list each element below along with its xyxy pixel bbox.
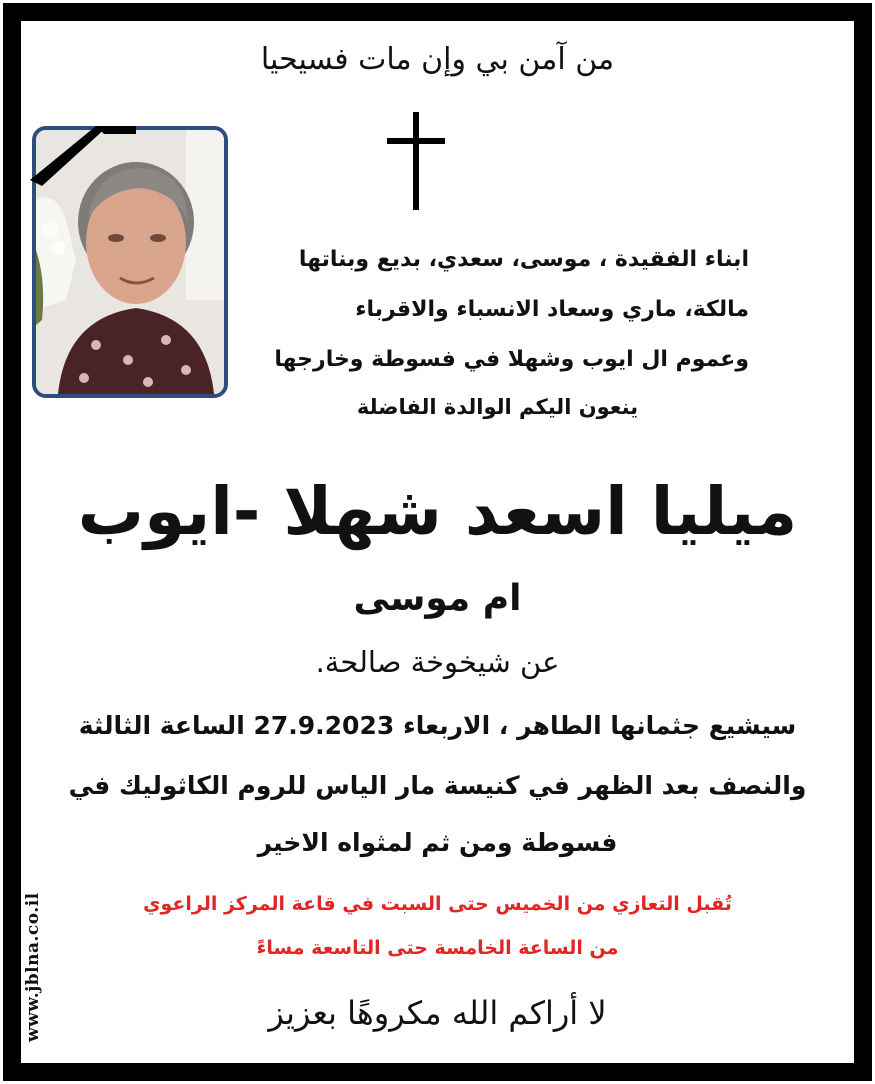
deceased-kunya: ام موسى	[353, 578, 522, 619]
condolences-line-1: تُقبل التعازي من الخميس حتى السبت في قاعة المركز الراعوي	[143, 893, 732, 915]
mourning-ribbon-icon	[28, 122, 138, 192]
announcement-line-3: وعموم ال ايوب وشهلا في فسوطة وخارجها	[274, 347, 749, 372]
announcement-line-1: ابناء الفقيدة ، موسى، سعدي، بديع وبناتها	[298, 247, 749, 272]
website-watermark: www.jblna.co.il	[23, 892, 43, 1042]
announcement-line-4: ينعون اليكم الوالدة الفاضلة	[356, 395, 639, 419]
funeral-line-2: والنصف بعد الظهر في كنيسة مار الياس للروم الكاثوليك في	[68, 771, 807, 800]
condolences-line-2: من الساعة الخامسة حتى التاسعة مساءً	[256, 937, 619, 959]
announcement-line-2: مالكة، ماري وسعاد الانسباء والاقرباء	[355, 297, 749, 322]
cross-icon	[387, 112, 445, 210]
scripture-verse: من آمن بي وإن مات فسيحيا	[260, 42, 615, 77]
funeral-line-1: سيشيع جثمانها الطاهر ، الاربعاء 27.9.2023 الساعة الثالثة	[78, 711, 797, 740]
funeral-line-3: فسوطة ومن ثم لمثواه الاخير	[257, 828, 618, 857]
deceased-name: ميليا اسعد شهلا -ايوب	[77, 473, 798, 550]
age-note: عن شيخوخة صالحة.	[315, 645, 560, 679]
closing-phrase: لا أراكم الله مكروهًا بعزيز	[268, 994, 607, 1032]
